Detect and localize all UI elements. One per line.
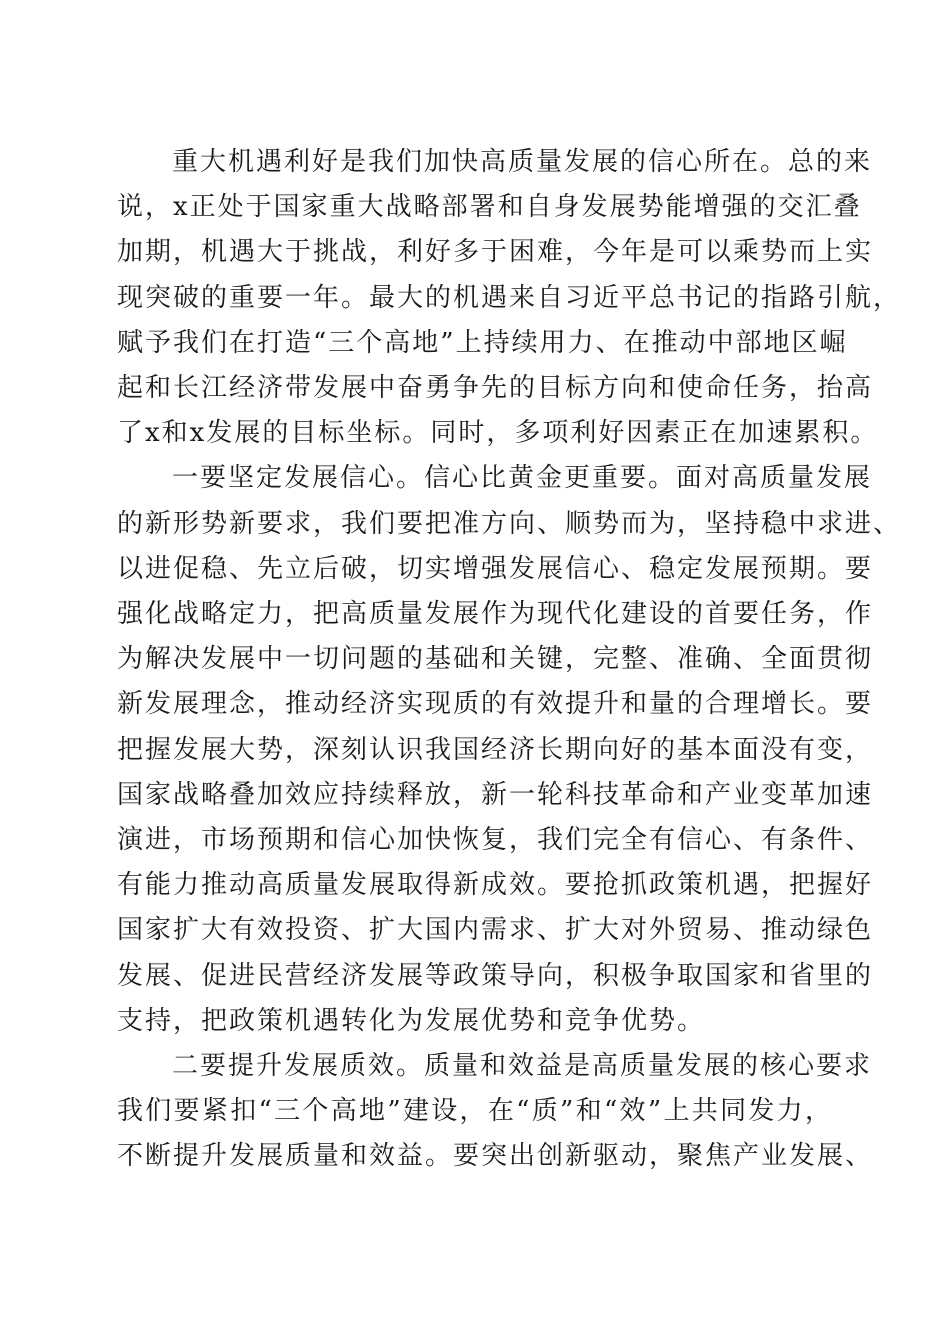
text-line: 国家战略叠加效应持续释放，新一轮科技革命和产业变革加速 (117, 779, 874, 810)
text-line: 重大机遇利好是我们加快高质量发展的信心所在。总的来 (172, 147, 873, 177)
text-line: 说，x正处于国家重大战略部署和自身发展势能增强的交汇叠 (117, 192, 862, 223)
text-line: 现突破的重要一年。最大的机遇来自习近平总书记的指路引航， (117, 282, 902, 313)
text-line: 二要提升发展质效。质量和效益是高质量发展的核心要求 (172, 1051, 873, 1082)
text-line: 发展、促进民营经济发展等政策导向，积极争取国家和省里的 (117, 960, 874, 991)
text-line: 新发展理念，推动经济实现质的有效提升和量的合理增长。要 (117, 689, 874, 720)
text-line: 不断提升发展质量和效益。要突出创新驱动，聚焦产业发展、 (117, 1141, 874, 1172)
paragraph-quality (117, 1044, 874, 1180)
text-line: 一要坚定发展信心。信心比黄金更重要。面对高质量发展 (172, 463, 873, 494)
text-line: 以进促稳、先立后破，切实增强发展信心、稳定发展预期。要 (117, 553, 874, 584)
text-line: 赋予我们在打造“三个高地”上持续用力、在推动中部地区崛 (117, 327, 848, 358)
document-body (117, 140, 902, 1180)
text-line: 有能力推动高质量发展取得新成效。要抢抓政策机遇，把握好 (117, 870, 874, 901)
paragraph-opportunities (117, 140, 902, 456)
paragraph-confidence (117, 456, 902, 1044)
text-line: 的新形势新要求，我们要把准方向、顺势而为，坚持稳中求进、 (117, 508, 902, 539)
text-line: 把握发展大势，深刻认识我国经济长期向好的基本面没有变， (117, 734, 874, 765)
text-line: 起和长江经济带发展中奋勇争先的目标方向和使命任务，抬高 (117, 373, 874, 404)
text-line: 演进，市场预期和信心加快恢复，我们完全有信心、有条件、 (117, 825, 874, 856)
text-line: 为解决发展中一切问题的基础和关键，完整、准确、全面贯彻 (117, 644, 874, 675)
text-line: 国家扩大有效投资、扩大国内需求、扩大对外贸易、推动绿色 (117, 915, 874, 946)
text-line: 我们要紧扣“三个高地”建设，在“质”和“效”上共同发力， (117, 1096, 833, 1127)
text-line: 了x和x发展的目标坐标。同时，多项利好因素正在加速累积。 (117, 418, 879, 449)
text-line: 强化战略定力，把高质量发展作为现代化建设的首要任务，作 (117, 599, 874, 630)
text-line: 支持，把政策机遇转化为发展优势和竞争优势。 (117, 1005, 706, 1036)
text-line: 加期，机遇大于挑战，利好多于困难，今年是可以乘势而上实 (117, 237, 874, 268)
